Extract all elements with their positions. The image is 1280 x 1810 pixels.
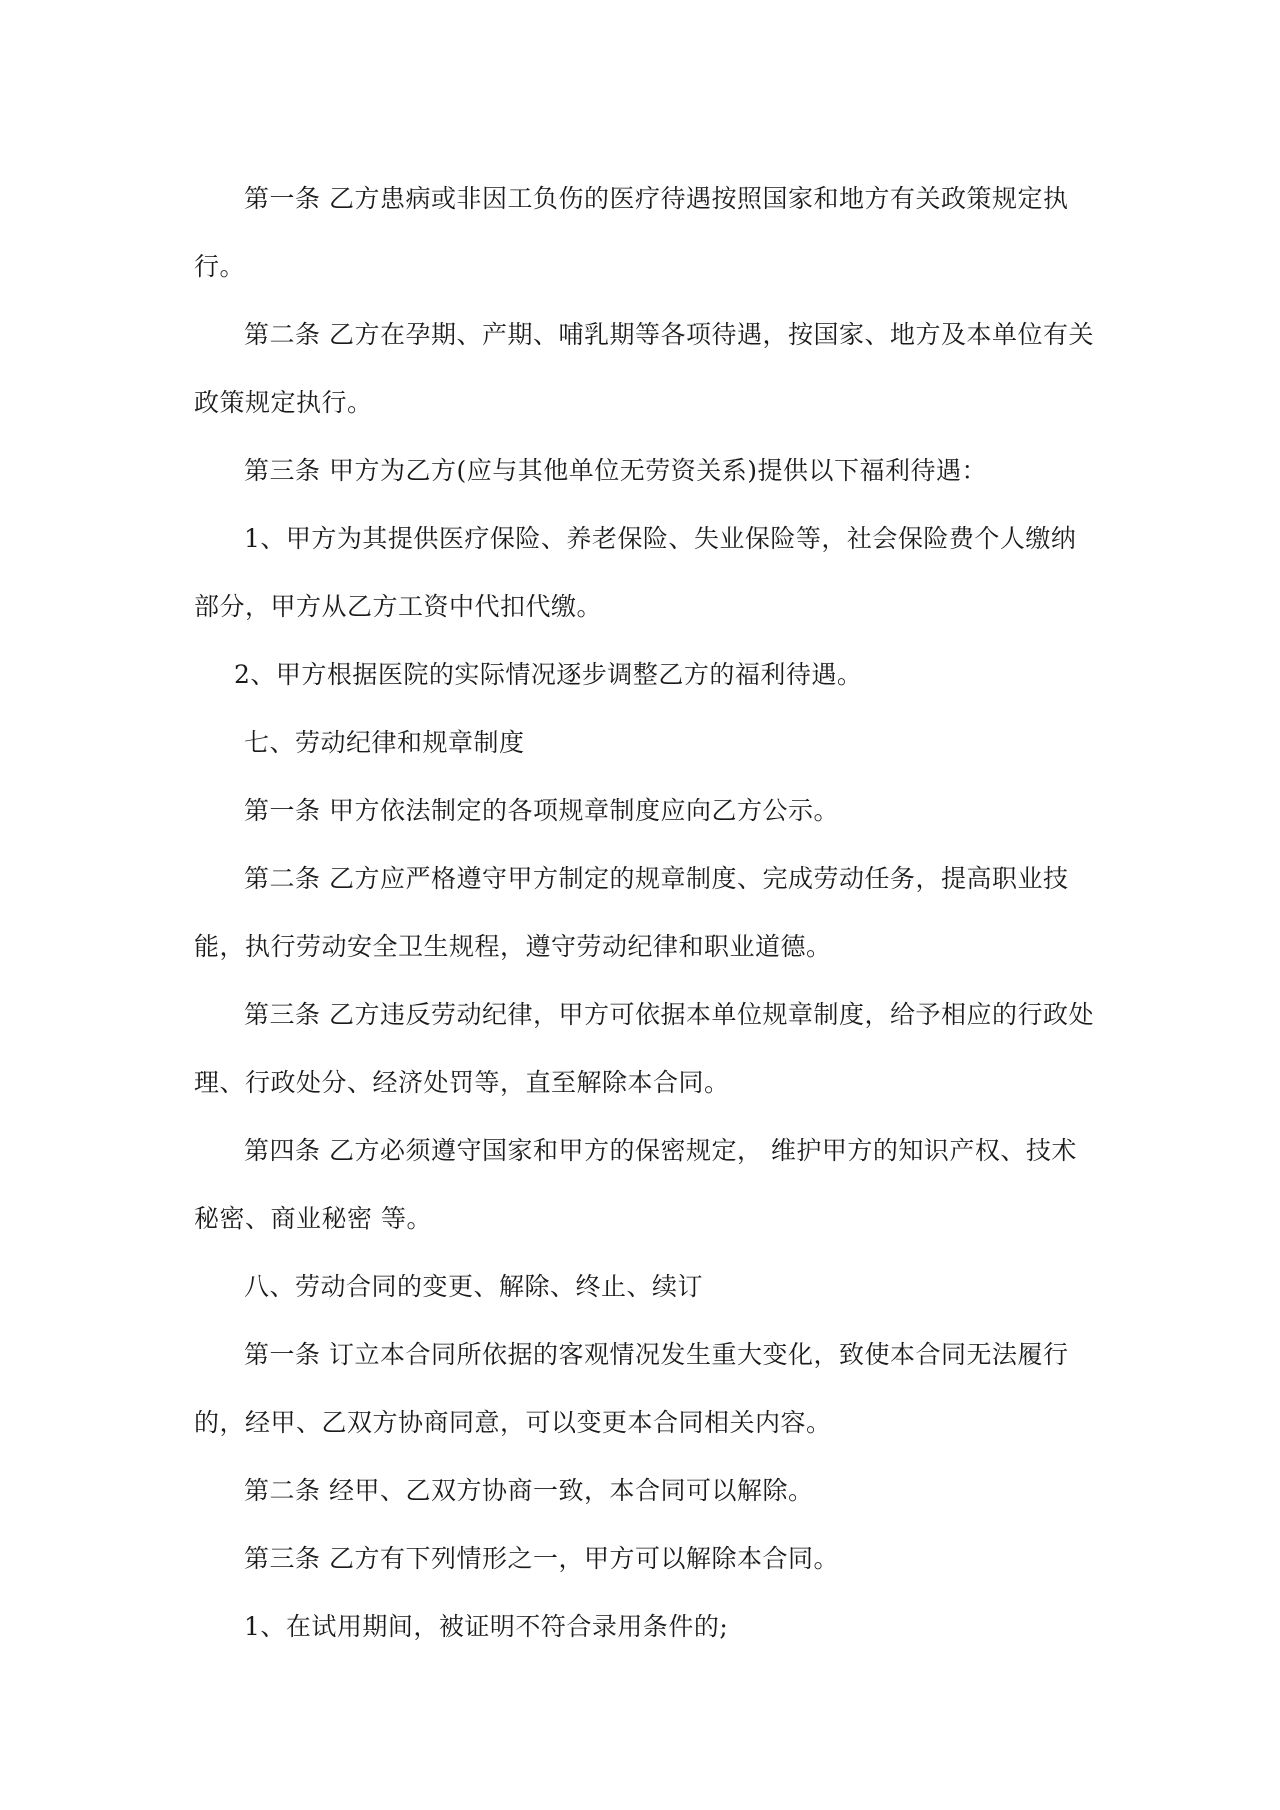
paragraph-discipline-article-3: 第三条 乙方违反劳动纪律，甲方可依据本单位规章制度，给予相应的行政处理、行政处分、经济处罚等，直至解除本合同。 [194,1000,1094,1097]
section-heading-discipline: 七、劳动纪律和规章制度 [244,728,525,757]
section-heading-contract-changes: 八、劳动合同的变更、解除、终止、续订 [244,1272,704,1301]
paragraph-termination-item-1: 1、在试用期间，被证明不符合录用条件的; [244,1612,729,1641]
document-body [194,165,1094,1661]
paragraph-changes-article-3: 第三条 乙方有下列情形之一，甲方可以解除本合同。 [244,1544,839,1573]
paragraph-discipline-article-1: 第一条 甲方依法制定的各项规章制度应向乙方公示。 [244,796,839,825]
paragraph-article-2-maternity: 第二条 乙方在孕期、产期、哺乳期等各项待遇，按国家、地方及本单位有关政策规定执行。 [194,320,1094,417]
paragraph-welfare-item-1: 1、甲方为其提供医疗保险、养老保险、失业保险等，社会保险费个人缴纳部分，甲方从乙方工资中代扣代缴。 [194,524,1077,621]
paragraph-welfare-item-2: 2、甲方根据医院的实际情况逐步调整乙方的福利待遇。 [234,660,863,689]
paragraph-article-1-medical: 第一条 乙方患病或非因工负伤的医疗待遇按照国家和地方有关政策规定执行。 [194,184,1069,281]
paragraph-changes-article-2: 第二条 经甲、乙双方协商一致，本合同可以解除。 [244,1476,814,1505]
paragraph-discipline-article-4: 第四条 乙方必须遵守国家和甲方的保密规定， 维护甲方的知识产权、技术秘密、商业秘密 等。 [194,1136,1077,1233]
paragraph-changes-article-1: 第一条 订立本合同所依据的客观情况发生重大变化，致使本合同无法履行的，经甲、乙双方协商同意，可以变更本合同相关内容。 [194,1340,1069,1437]
paragraph-article-3-welfare: 第三条 甲方为乙方(应与其他单位无劳资关系)提供以下福利待遇： [244,456,987,485]
paragraph-discipline-article-2: 第二条 乙方应严格遵守甲方制定的规章制度、完成劳动任务，提高职业技能，执行劳动安全卫生规程，遵守劳动纪律和职业道德。 [194,864,1069,961]
